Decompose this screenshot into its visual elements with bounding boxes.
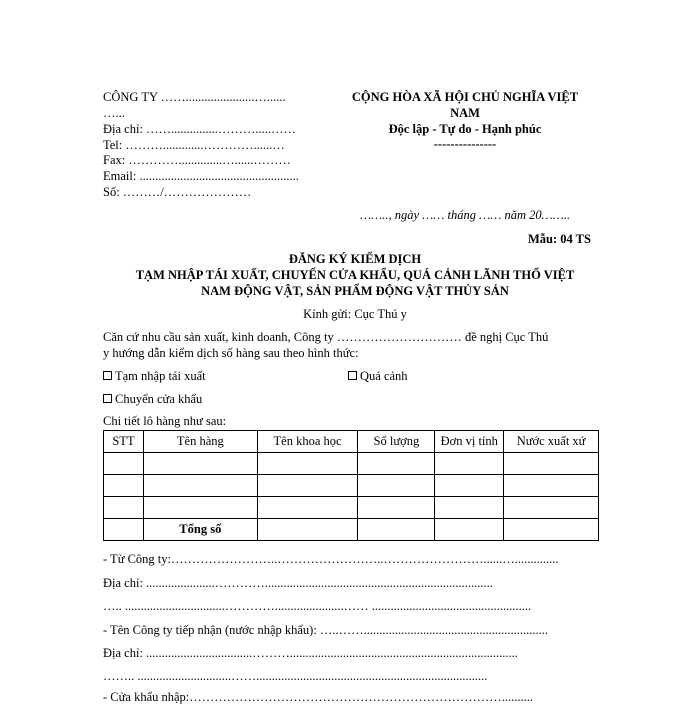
- company-fax-line: Fax: …………..............…......………: [103, 153, 291, 167]
- from-address-cont-field[interactable]: ….. ................................…………......................…… ...................................................: [103, 599, 532, 613]
- date-line: …….., ngày …… tháng …… năm 20……..: [360, 208, 571, 222]
- table-cell[interactable]: [504, 497, 599, 519]
- transit-checkbox[interactable]: [348, 371, 357, 380]
- table-cell[interactable]: [435, 519, 504, 541]
- from-company-field[interactable]: - Từ Công ty:……………………..……………………..……………………......…..............: [103, 552, 559, 566]
- receiver-address-field[interactable]: Địa chỉ: ..................................……….........................................................................: [103, 646, 518, 660]
- form-title-line3: NAM ĐỘNG VẬT, SẢN PHẨM ĐỘNG VẬT THỦY SẢN: [201, 284, 509, 298]
- table-total-row: [104, 519, 599, 541]
- table-cell[interactable]: [257, 519, 358, 541]
- entry-gate-field[interactable]: - Cửa khẩu nhập:…………………………………………………………………..........: [103, 690, 534, 704]
- table-cell[interactable]: [435, 453, 504, 475]
- option-border-transfer[interactable]: [103, 392, 202, 407]
- table-cell[interactable]: [358, 475, 435, 497]
- document-number-line: Số: ………/…………………: [103, 185, 252, 199]
- table-cell[interactable]: [358, 497, 435, 519]
- table-cell[interactable]: [504, 475, 599, 497]
- table-cell[interactable]: [143, 497, 257, 519]
- header-unit: Đơn vị tính: [435, 431, 504, 453]
- temp-import-checkbox[interactable]: [103, 371, 112, 380]
- company-name-line: CÔNG TY ……......................…......: [103, 90, 286, 104]
- company-address-line: Địa chỉ: ……...............……….....……: [103, 122, 297, 136]
- table-cell[interactable]: [104, 475, 144, 497]
- table-row[interactable]: [104, 453, 599, 475]
- company-email-line: Email: ...................................................: [103, 169, 299, 183]
- table-header-row: [104, 431, 599, 453]
- national-motto: Độc lập - Tự do - Hạnh phúc: [388, 122, 542, 136]
- company-tel-line: Tel: ……….............…………......…: [103, 138, 285, 152]
- table-cell: [104, 519, 144, 541]
- header-origin-country: Nước xuất xứ: [504, 431, 599, 453]
- table-cell[interactable]: [257, 497, 358, 519]
- table-cell[interactable]: [358, 453, 435, 475]
- option-temp-import[interactable]: [103, 369, 206, 384]
- form-code: Mẫu: 04 TS: [528, 232, 591, 246]
- table-cell[interactable]: [143, 475, 257, 497]
- transit-label: Quá cảnh: [360, 369, 408, 383]
- receiver-company-field[interactable]: - Tên Công ty tiếp nhận (nước nhập khẩu): …..……...........................................................: [103, 623, 549, 637]
- from-address-field[interactable]: Địa chỉ: ......................………….........................................................................: [103, 576, 493, 590]
- body-text-line1: Căn cứ nhu cầu sản xuất, kinh doanh, Công ty ………………………… đề nghị Cục Thú: [103, 330, 549, 344]
- header-goods-name: Tên hàng: [143, 431, 257, 453]
- table-cell[interactable]: [358, 519, 435, 541]
- national-title-line1: CỘNG HÒA XÃ HỘI CHỦ NGHĨA VIỆT: [351, 90, 579, 104]
- table-cell[interactable]: [257, 475, 358, 497]
- national-title-line2: NAM: [450, 106, 480, 120]
- body-text-line2: y hướng dẫn kiểm dịch số hàng sau theo hình thức:: [103, 346, 359, 360]
- table-cell[interactable]: [104, 453, 144, 475]
- receiver-address-cont-field[interactable]: …….. ..............................……..........................................................................: [103, 669, 488, 683]
- border-transfer-label: Chuyển cửa khẩu: [115, 392, 203, 406]
- table-row[interactable]: [104, 475, 599, 497]
- header-scientific-name: Tên khoa học: [257, 431, 358, 453]
- temp-import-label: Tạm nhập tái xuất: [115, 369, 206, 383]
- table-cell[interactable]: [435, 497, 504, 519]
- form-title-line2: TẠM NHẬP TÁI XUẤT, CHUYỂN CỬA KHẨU, QUÁ CẢNH LÃNH THỔ VIỆT: [135, 268, 575, 282]
- form-title-line1: ĐĂNG KÝ KIỂM DỊCH: [288, 252, 422, 266]
- addressee-line: Kính gửi: Cục Thú y: [303, 307, 407, 321]
- table-cell[interactable]: [257, 453, 358, 475]
- table-cell[interactable]: [504, 453, 599, 475]
- company-name-continuation: …...: [103, 106, 125, 120]
- table-row[interactable]: [104, 497, 599, 519]
- table-cell[interactable]: [104, 497, 144, 519]
- header-quantity: Số lượng: [358, 431, 435, 453]
- table-cell[interactable]: [504, 519, 599, 541]
- total-label: Tổng số: [143, 519, 257, 541]
- goods-table: [103, 430, 599, 541]
- option-transit[interactable]: [348, 369, 408, 384]
- border-transfer-checkbox[interactable]: [103, 394, 112, 403]
- details-label: Chi tiết lô hàng như sau:: [103, 414, 227, 428]
- table-cell[interactable]: [143, 453, 257, 475]
- header-stt: STT: [104, 431, 144, 453]
- national-divider: ---------------: [433, 137, 497, 151]
- table-cell[interactable]: [435, 475, 504, 497]
